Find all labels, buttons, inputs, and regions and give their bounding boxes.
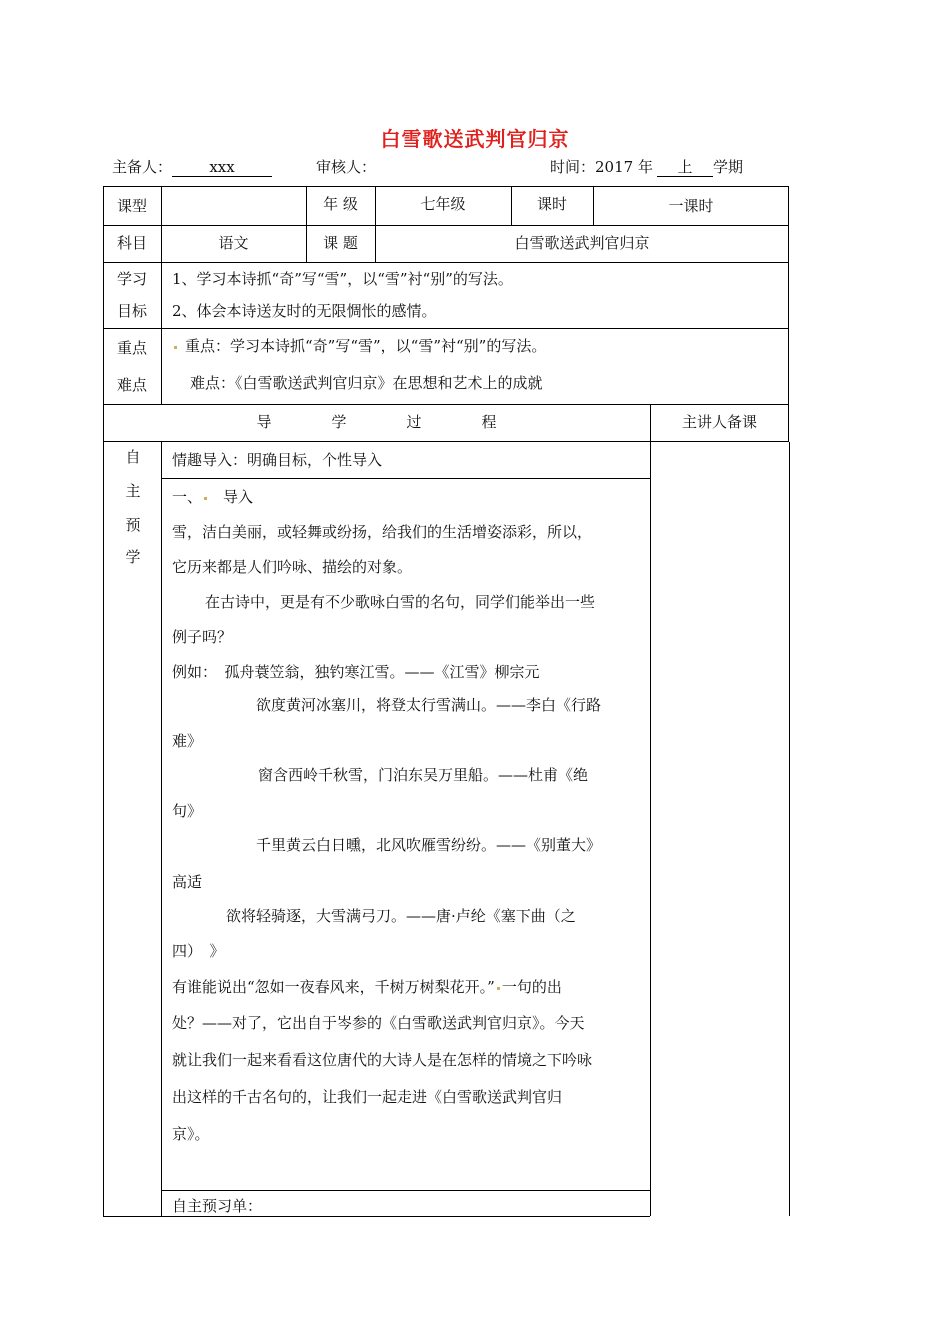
- row-divider: [103, 262, 789, 263]
- body-line: 欲将轻骑逐，大雪满弓刀。——唐·卢纶《塞下曲（之: [226, 907, 576, 925]
- time-label: 时间：2017 年: [550, 158, 653, 176]
- side-label-char: 学: [125, 548, 141, 566]
- goals-label-1: 学习: [116, 270, 147, 288]
- body-line: 雪，洁白美丽，或轻舞或纷扬，给我们的生活增姿添彩，所以，: [172, 523, 593, 541]
- body-line: 出这样的千古名句的，让我们一起走进《白雪歌送武判官归: [172, 1088, 563, 1106]
- mark-icon: [174, 346, 177, 349]
- period-label: 课时: [536, 195, 567, 213]
- mark-icon: [204, 497, 207, 500]
- goal-line-1: 1、学习本诗抓“奇”写“雪”，以“雪”衬“别”的写法。: [172, 270, 513, 288]
- body-line: 有谁能说出“忽如一夜春风来，千树万树梨花开。” 一句的出: [172, 978, 562, 996]
- side-label-char: 预: [125, 516, 141, 534]
- body-line: 句》: [172, 802, 203, 820]
- body-line: 一、 导入: [172, 488, 254, 506]
- side-label-char: 主: [125, 482, 141, 500]
- body-line: 窗含西岭千秋雪，门泊东吴万里船。——杜甫《绝: [258, 766, 589, 784]
- grade-value: 七年级: [420, 195, 466, 213]
- row-divider: [103, 1216, 650, 1217]
- row-divider: [103, 404, 789, 405]
- period-value: 一课时: [668, 197, 714, 215]
- topic-value: 白雪歌送武判官归京: [514, 234, 650, 252]
- term-suffix: 学期: [712, 158, 743, 176]
- term-value: 上: [657, 159, 713, 177]
- grade-label: 年 级: [323, 195, 358, 213]
- focus-label-1: 重点: [116, 339, 147, 357]
- body-line: 例子吗？: [172, 628, 233, 646]
- goal-line-2: 2、体会本诗送友时的无限惆怅的感情。: [172, 302, 437, 320]
- process-header: 导 学 过 程: [256, 413, 497, 431]
- focus-line-1: 重点：学习本诗抓“奇”写“雪”，以“雪”衬“别”的写法。: [172, 335, 546, 356]
- body-line: 欲度黄河冰塞川，将登太行雪满山。——李白《行路: [256, 696, 602, 714]
- type-label: 课型: [116, 197, 147, 215]
- goals-label-2: 目标: [116, 302, 147, 320]
- row-divider: [103, 328, 789, 329]
- body-line: 四） 》: [172, 942, 225, 960]
- subject-label: 科目: [116, 234, 147, 252]
- col-divider: [650, 442, 651, 1216]
- reviewer-label: 审核人：: [316, 158, 377, 176]
- body-line: 处？——对了，它出自于岑参的《白雪歌送武判官归京》。今天: [172, 1014, 585, 1032]
- preparer-field: [112, 156, 272, 177]
- body-line: 在古诗中，更是有不少歌咏白雪的名句，同学们能举出一些: [205, 593, 596, 611]
- body-line: 高适: [172, 873, 203, 891]
- notes-header: 主讲人备课: [681, 413, 757, 431]
- focus-line-2: 难点：《白雪歌送武判官归京》在思想和艺术上的成就: [190, 374, 543, 392]
- body-line: 例如： 孤舟蓑笠翁，独钓寒江雪。——《江雪》柳宗元: [172, 663, 540, 681]
- document-title: 白雪歌送武判官归京: [380, 127, 570, 151]
- mark-icon: [497, 987, 500, 990]
- body-line: 难》: [172, 732, 203, 750]
- preview-label: 自主预习单：: [172, 1197, 263, 1215]
- preparer-label: 主备人：: [112, 158, 173, 176]
- focus-label-2: 难点: [116, 376, 147, 394]
- body-line: 千里黄云白日曛，北风吹雁雪纷纷。——《别董大》: [256, 836, 602, 854]
- col-divider: [161, 442, 162, 1216]
- time-field: [550, 156, 743, 177]
- row-divider: [161, 478, 650, 479]
- intro-header: 情趣导入：明确目标，个性导入: [172, 451, 383, 469]
- col-divider: [161, 186, 162, 404]
- body-line: 它历来都是人们吟咏、描绘的对象。: [172, 558, 413, 576]
- subject-value: 语文: [218, 234, 249, 252]
- side-label-char: 自: [125, 448, 141, 466]
- col-divider: [789, 442, 790, 1216]
- row-divider: [103, 225, 789, 226]
- topic-label: 课 题: [323, 234, 358, 252]
- row-divider: [161, 1190, 650, 1191]
- col-divider: [103, 442, 104, 1216]
- body-line: 就让我们一起来看看这位唐代的大诗人是在怎样的情境之下吟咏: [172, 1051, 593, 1069]
- preparer-value: xxx: [172, 159, 272, 177]
- body-line: 京》。: [172, 1125, 210, 1143]
